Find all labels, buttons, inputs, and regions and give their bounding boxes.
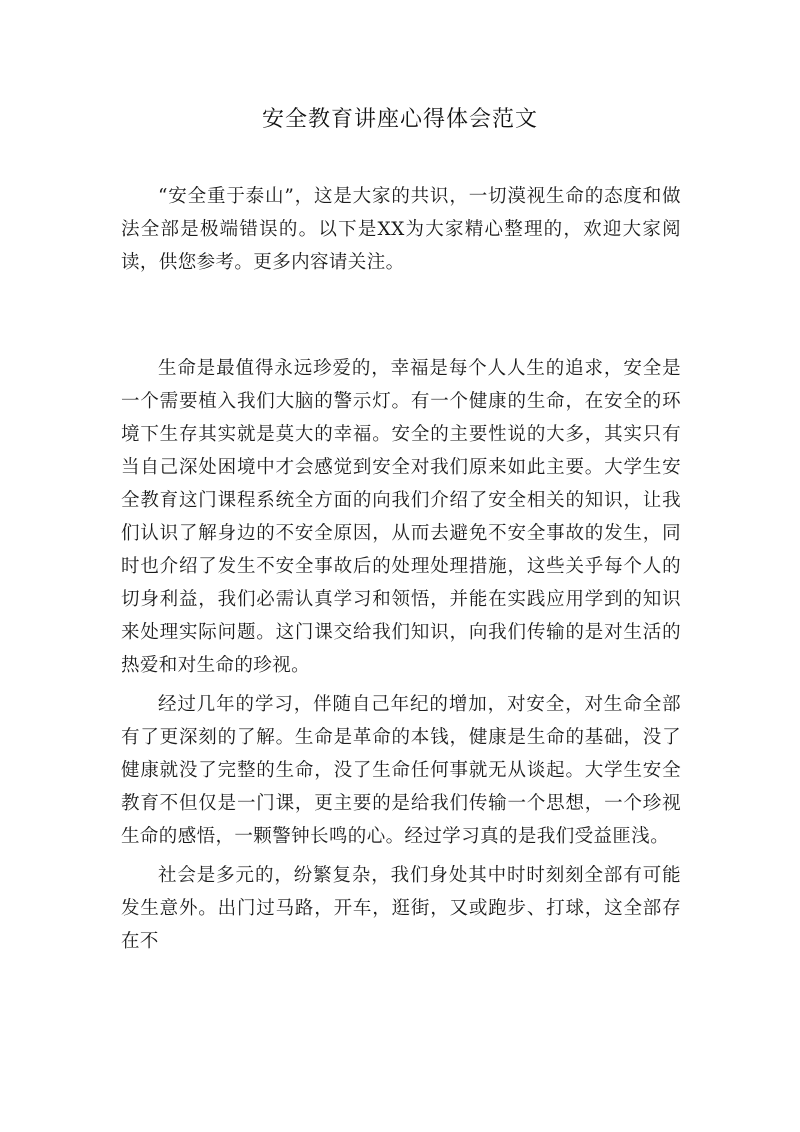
document-title: 安全教育讲座心得体会范文 (261, 107, 538, 132)
intro-section (121, 180, 681, 279)
body-paragraph-3: 社会是多元的，纷繁复杂，我们身处其中时时刻刻全部有可能发生意外。出门过马路，开车，逛街，又或跑步、打球，这全部存在不 (121, 865, 681, 952)
body-paragraph-1: 生命是最值得永远珍爱的，幸福是每个人人生的追求，安全是一个需要植入我们大脑的警示灯。有一个健康的生命，在安全的环境下生存其实就是莫大的幸福。安全的主要性说的大多，其实只有当自己深处困境中才会感觉到安全对我们原来如此主要。大学生安全教育这门课程系统全方面的向我们介绍了安全相关的知识，让我们认识了解身边的不安全原因，从而去避免不安全事故的发生，同时也介绍了发生不安全事故后的处理处理措施，这些关乎每个人的切身利益，我们必需认真学习和领悟，并能在实践应用学到的知识来处理实际问题。这门课交给我们知识，向我们传输的是对生活的热爱和对生命的珍视。 (121, 358, 681, 676)
main-body (121, 352, 681, 958)
intro-paragraph: “安全重于泰山”，这是大家的共识，一切漠视生命的态度和做法全部是极端错误的。以下是XX为大家精心整理的，欢迎大家阅读，供您参考。更多内容请关注。 (121, 186, 681, 273)
body-paragraph-2: 经过几年的学习，伴随自己年纪的增加，对安全，对生命全部有了更深刻的了解。生命是革命的本钱，健康是生命的基础，没了健康就没了完整的生命，没了生命任何事就无从谈起。大学生安全教育不但仅是一门课，更主要的是给我们传输一个思想，一个珍视生命的感悟，一颗警钟长鸣的心。经过学习真的是我们受益匪浅。 (121, 694, 681, 847)
